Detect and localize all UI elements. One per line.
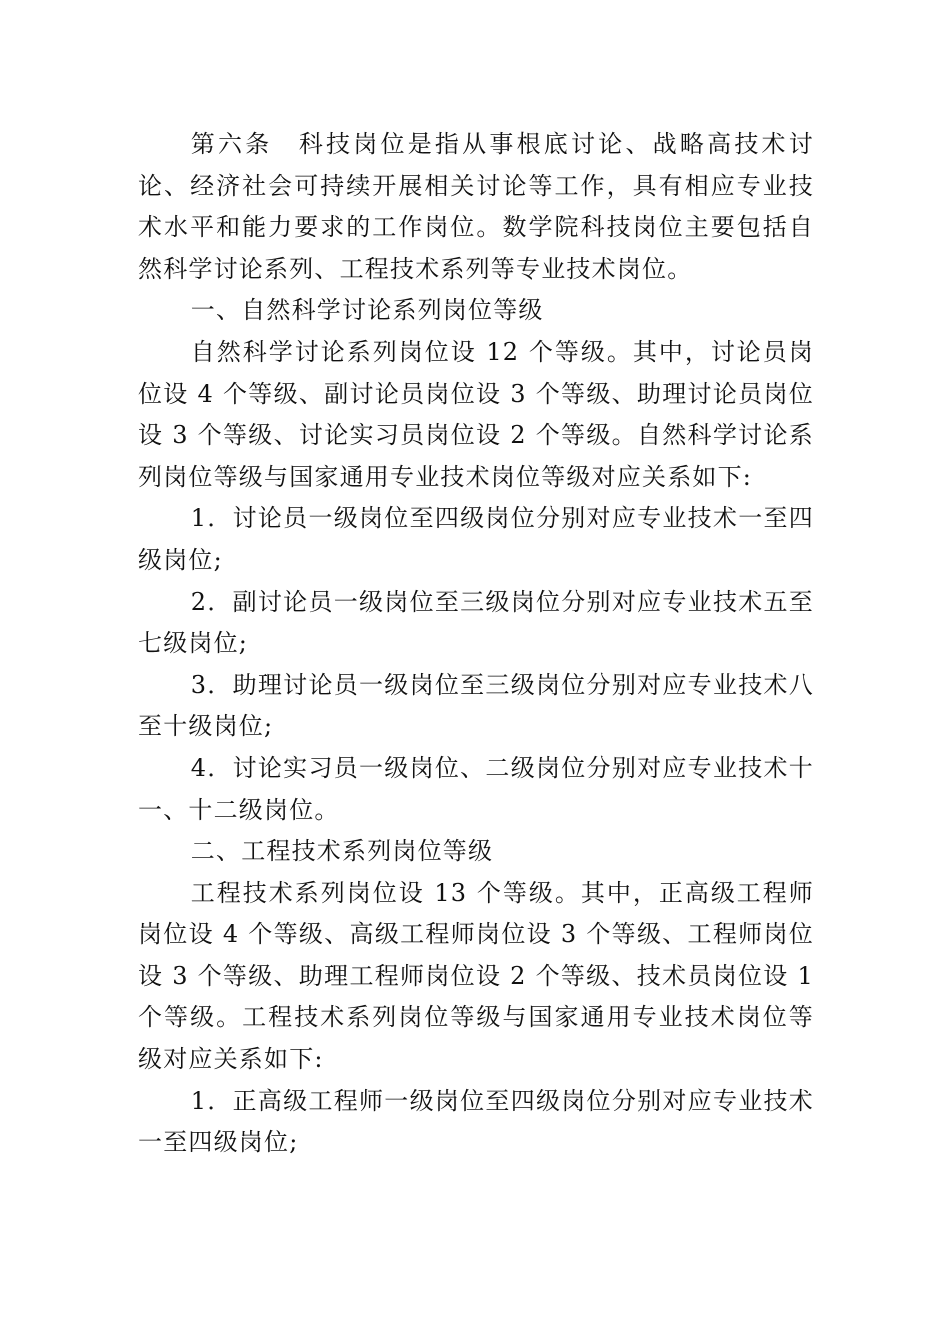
list-item: 3．助理讨论员一级岗位至三级岗位分别对应专业技术八至十级岗位;: [138, 670, 814, 741]
list-item: 1．正高级工程师一级岗位至四级岗位分别对应专业技术一至四级岗位;: [138, 1086, 814, 1157]
section-intro: 自然科学讨论系列岗位设 12 个等级。其中，讨论员岗位设 4 个等级、副讨论员岗位设 3 个等级、助理讨论员岗位设 3 个等级、讨论实习员岗位设 2 个等级。自然科学讨论系列岗位等级与国家通用专业技术岗位等级对应关系如下:: [138, 337, 814, 491]
list-item: 2．副讨论员一级岗位至三级岗位分别对应专业技术五至七级岗位;: [138, 587, 814, 658]
article-text: 科技岗位是指从事根底讨论、战略高技术讨论、经济社会可持续开展相关讨论等工作，具有相应专业技术水平和能力要求的工作岗位。数学院科技岗位主要包括自然科学讨论系列、工程技术系列等专业技术岗位。: [138, 130, 814, 283]
section-intro: 工程技术系列岗位设 13 个等级。其中，正高级工程师岗位设 4 个等级、高级工程师岗位设 3 个等级、工程师岗位设 3 个等级、助理工程师岗位设 2 个等级、技术员岗位设 1 个等级。工程技术系列岗位等级与国家通用专业技术岗位等级对应关系如下:: [138, 878, 814, 1074]
article-number: 第六条: [190, 130, 273, 158]
list-item: 4．讨论实习员一级岗位、二级岗位分别对应专业技术十一、十二级岗位。: [138, 753, 814, 824]
article-paragraph: [138, 124, 814, 290]
section-heading: 一、自然科学讨论系列岗位等级: [190, 296, 544, 325]
section-heading: 二、工程技术系列岗位等级: [190, 837, 494, 866]
document-body: [138, 124, 814, 1164]
list-item: 1．讨论员一级岗位至四级岗位分别对应专业技术一至四级岗位;: [138, 504, 814, 574]
